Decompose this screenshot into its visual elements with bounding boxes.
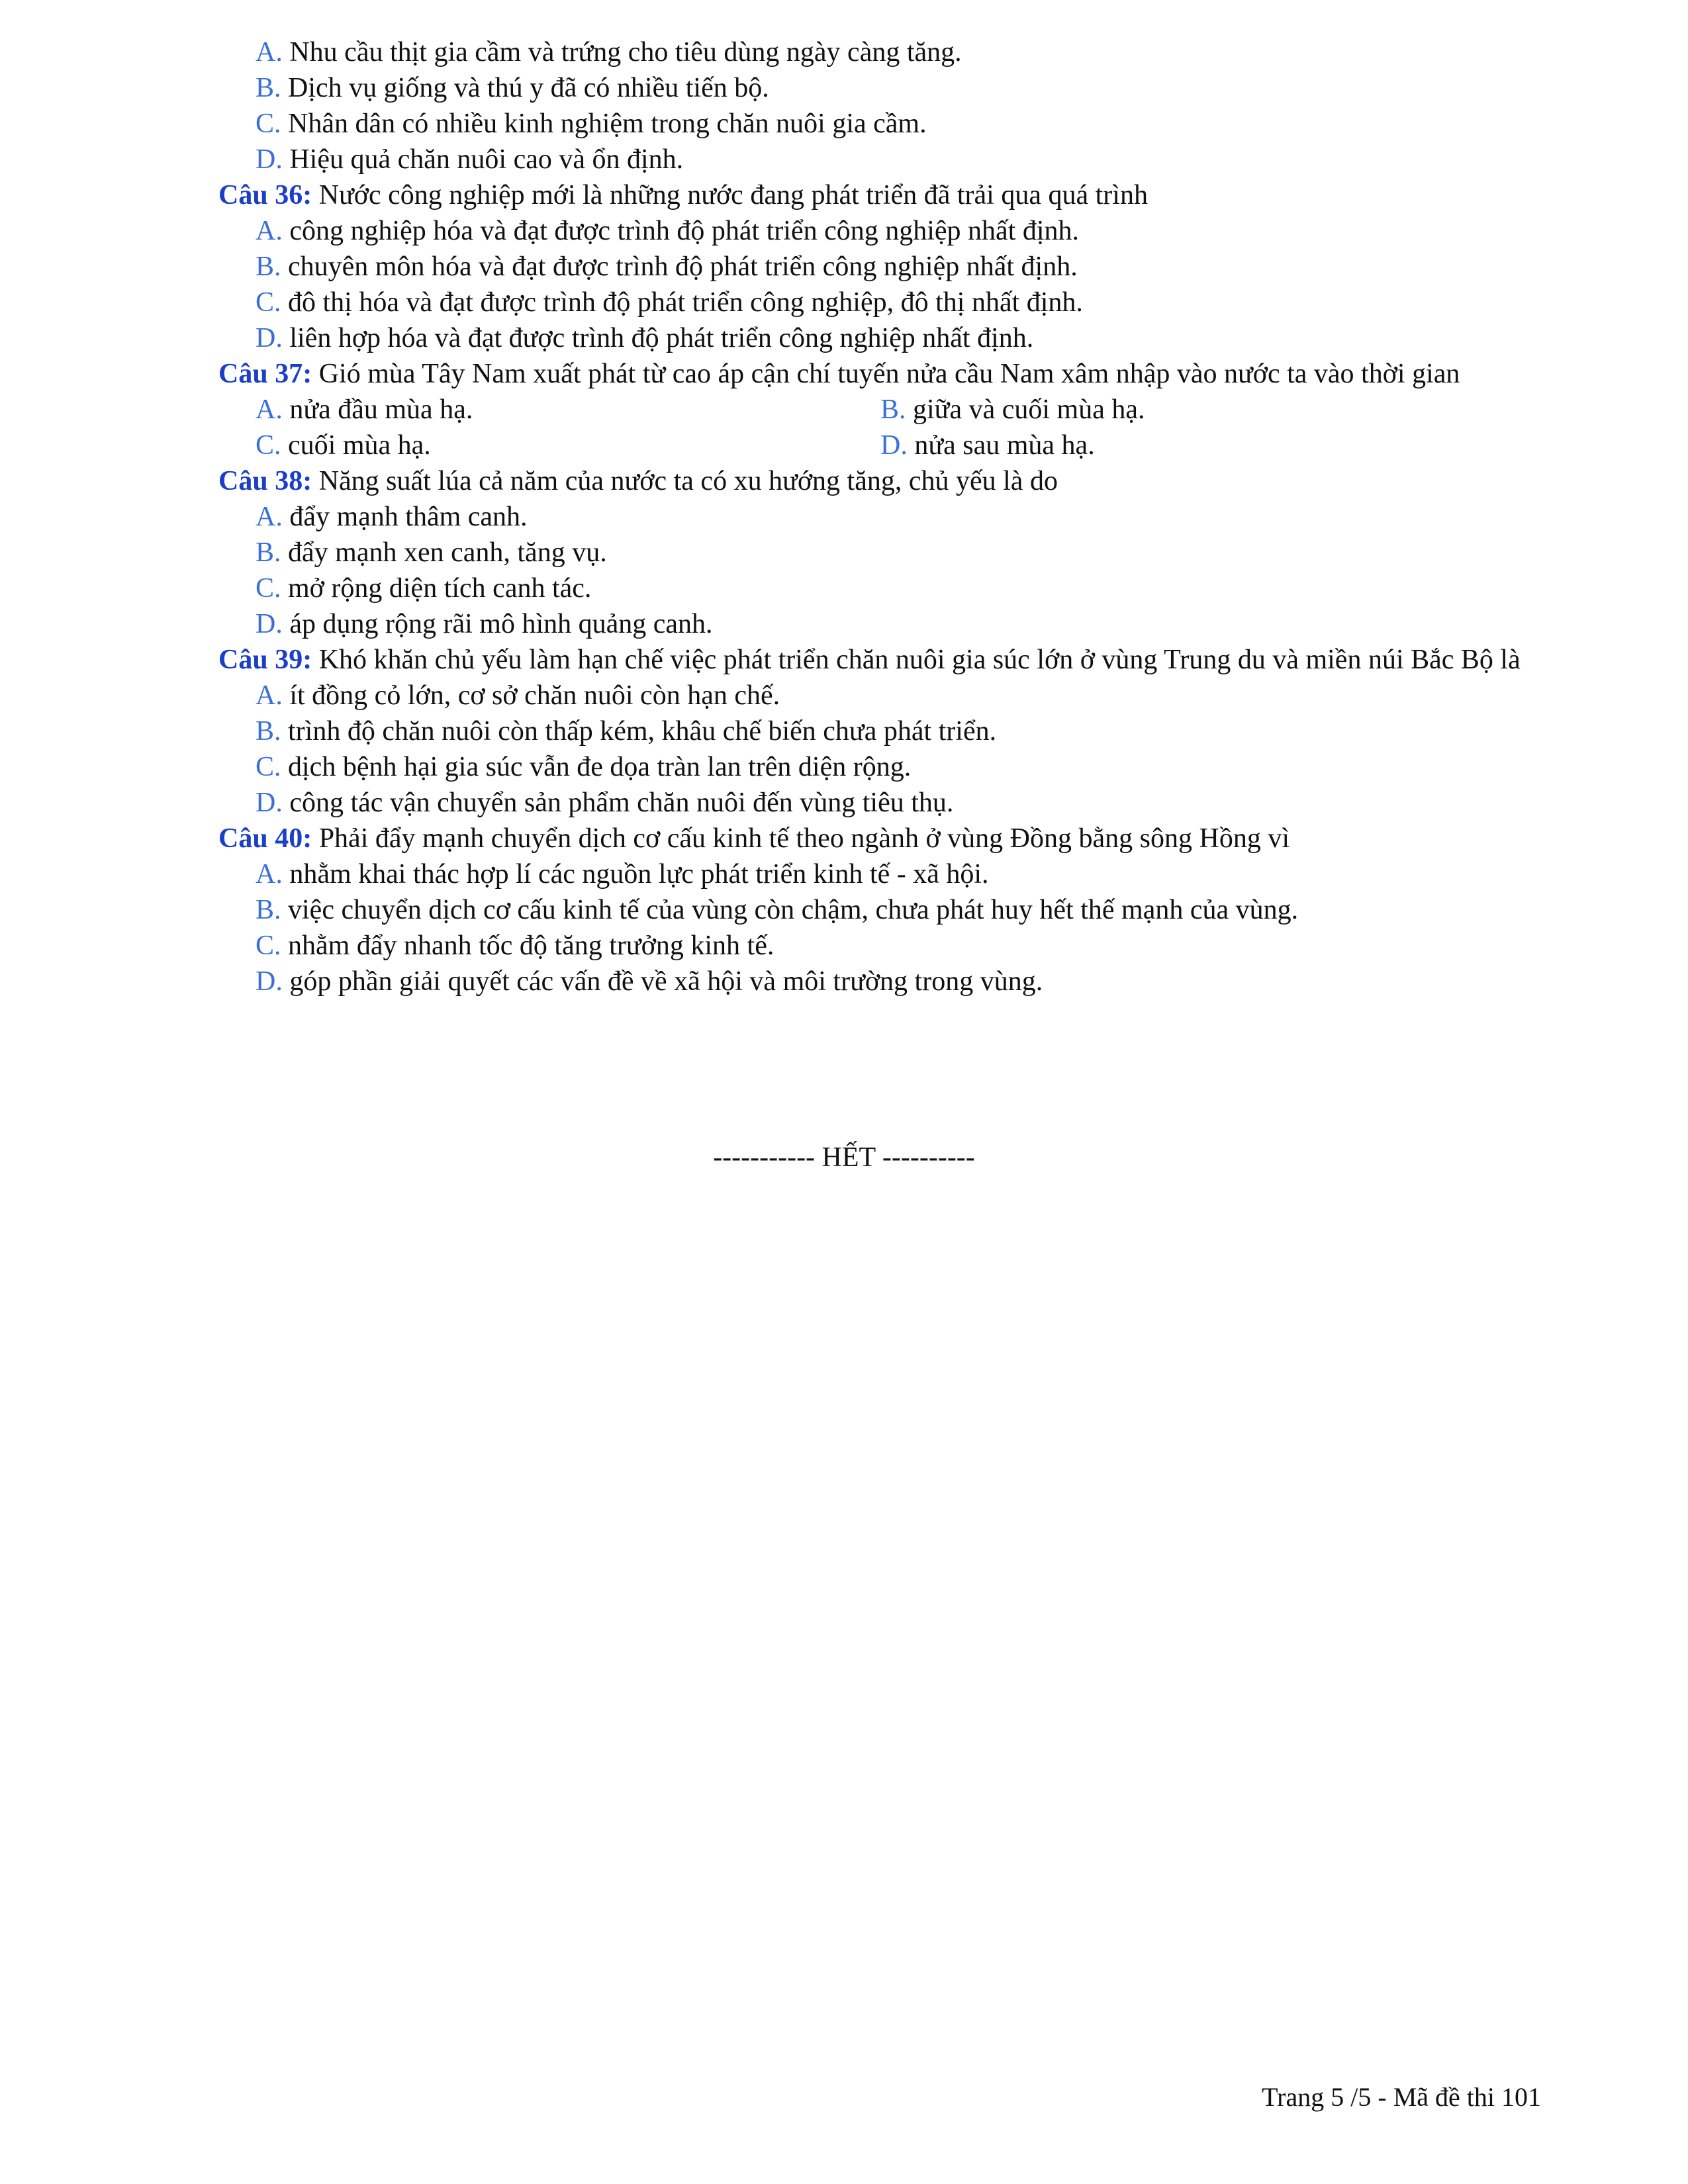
option-key: B. [256,73,281,103]
question-list [218,34,1540,999]
option-a [218,34,1540,70]
option-key: D. [256,609,283,639]
question-stem [218,642,1540,678]
option-key: D. [880,430,908,461]
option-b [218,535,1540,570]
option-c [218,928,1540,964]
option-text: trình độ chăn nuôi còn thấp kém, khâu chế biến chưa phát triển. [288,716,997,747]
option-a [218,213,1540,249]
option-key: B. [256,895,281,925]
option-key: A. [256,502,283,532]
option-key: C. [256,752,281,782]
option-row [218,428,1540,463]
question-label: Câu 40: [218,823,312,854]
question-40 [218,821,1540,999]
option-key: C. [256,931,281,961]
option-text: công tác vận chuyển sản phẩm chăn nuôi đến vùng tiêu thụ. [289,788,954,818]
option-a [256,392,880,428]
question-stem [218,356,1540,392]
option-text: áp dụng rộng rãi mô hình quảng canh. [289,609,713,639]
option-d [218,606,1540,642]
question-39 [218,642,1540,821]
option-text: giữa và cuối mùa hạ. [913,394,1145,425]
option-row [218,392,1540,428]
question-stem [218,821,1540,856]
option-b [218,249,1540,285]
question-36 [218,177,1540,356]
option-text: đẩy mạnh xen canh, tăng vụ. [288,537,607,568]
option-key: B. [256,251,281,282]
option-text: công nghiệp hóa và đạt được trình độ phát triển công nghiệp nhất định. [289,216,1080,246]
option-c [218,749,1540,785]
option-text: việc chuyển dịch cơ cấu kinh tế của vùng còn chậm, chưa phát huy hết thế mạnh của vùng. [288,895,1299,925]
option-d [218,785,1540,821]
option-key: A. [256,216,283,246]
option-text: liên hợp hóa và đạt được trình độ phát triển công nghiệp nhất định. [289,323,1034,353]
option-key: A. [256,394,283,425]
option-d [218,964,1540,999]
option-text: nửa sau mùa hạ. [914,430,1095,461]
option-text: mở rộng diện tích canh tác. [288,573,592,604]
option-d [218,142,1540,177]
option-key: D. [256,788,283,818]
question-stem [218,463,1540,499]
question-stem [218,177,1540,213]
question-label: Câu 38: [218,466,312,496]
option-text: dịch bệnh hại gia súc vẫn đe dọa tràn lan trên diện rộng. [288,752,912,782]
option-key: B. [256,537,281,568]
question-text: Năng suất lúa cả năm của nước ta có xu hướng tăng, chủ yếu là do [318,466,1058,496]
option-key: B. [880,394,906,425]
option-a [218,856,1540,892]
option-key: A. [256,859,283,889]
option-text: góp phần giải quyết các vấn đề về xã hội và môi trường trong vùng. [289,966,1043,997]
option-key: A. [256,37,283,68]
end-of-exam-marker: ----------- HẾT ---------- [713,1142,975,1173]
option-key: C. [256,573,281,604]
option-text: đô thị hóa và đạt được trình độ phát triển công nghiệp, đô thị nhất định. [288,287,1083,318]
option-c [218,570,1540,606]
question-label: Câu 37: [218,359,312,389]
question-text: Nước công nghiệp mới là những nước đang phát triển đã trải qua quá trình [318,180,1148,210]
page-footer: Trang 5 /5 - Mã đề thi 101 [1262,2082,1541,2112]
option-key: A. [256,680,283,711]
option-key: D. [256,144,283,175]
option-key: C. [256,287,281,318]
option-b [218,713,1540,749]
option-a [218,678,1540,713]
question-text: Khó khăn chủ yếu làm hạn chế việc phát triển chăn nuôi gia súc lớn ở vùng Trung du và miền núi Bắc Bộ là [318,645,1521,675]
option-a [218,499,1540,535]
option-key: C. [256,109,281,139]
question-text: Gió mùa Tây Nam xuất phát từ cao áp cận chí tuyến nửa cầu Nam xâm nhập vào nước ta vào thời gian [318,359,1460,389]
option-d [880,428,1505,463]
option-text: ít đồng cỏ lớn, cơ sở chăn nuôi còn hạn chế. [289,680,780,711]
question-label: Câu 36: [218,180,312,210]
option-text: cuối mùa hạ. [288,430,431,461]
option-c [218,285,1540,320]
option-text: Nhân dân có nhiều kinh nghiệm trong chăn nuôi gia cầm. [288,109,927,139]
option-text: Hiệu quả chăn nuôi cao và ổn định. [289,144,684,175]
option-text: đẩy mạnh thâm canh. [289,502,528,532]
question-text: Phải đẩy mạnh chuyển dịch cơ cấu kinh tế theo ngành ở vùng Đồng bằng sông Hồng vì [318,823,1289,854]
question-35 [218,34,1540,177]
option-key: C. [256,430,281,461]
option-c [256,428,880,463]
question-37 [218,356,1540,463]
question-38 [218,463,1540,642]
option-text: Nhu cầu thịt gia cầm và trứng cho tiêu dùng ngày càng tăng. [289,37,962,68]
option-text: nhằm khai thác hợp lí các nguồn lực phát triển kinh tế - xã hội. [289,859,989,889]
option-c [218,106,1540,142]
option-text: nửa đầu mùa hạ. [289,394,473,425]
option-text: Dịch vụ giống và thú y đã có nhiều tiến bộ. [288,73,769,103]
option-text: chuyên môn hóa và đạt được trình độ phát triển công nghiệp nhất định. [288,251,1078,282]
option-key: D. [256,323,283,353]
option-key: B. [256,716,281,747]
option-b [218,70,1540,106]
option-d [218,320,1540,356]
option-b [218,892,1540,928]
option-b [880,392,1505,428]
option-text: nhằm đẩy nhanh tốc độ tăng trưởng kinh tế. [288,931,774,961]
question-label: Câu 39: [218,645,312,675]
option-key: D. [256,966,283,997]
